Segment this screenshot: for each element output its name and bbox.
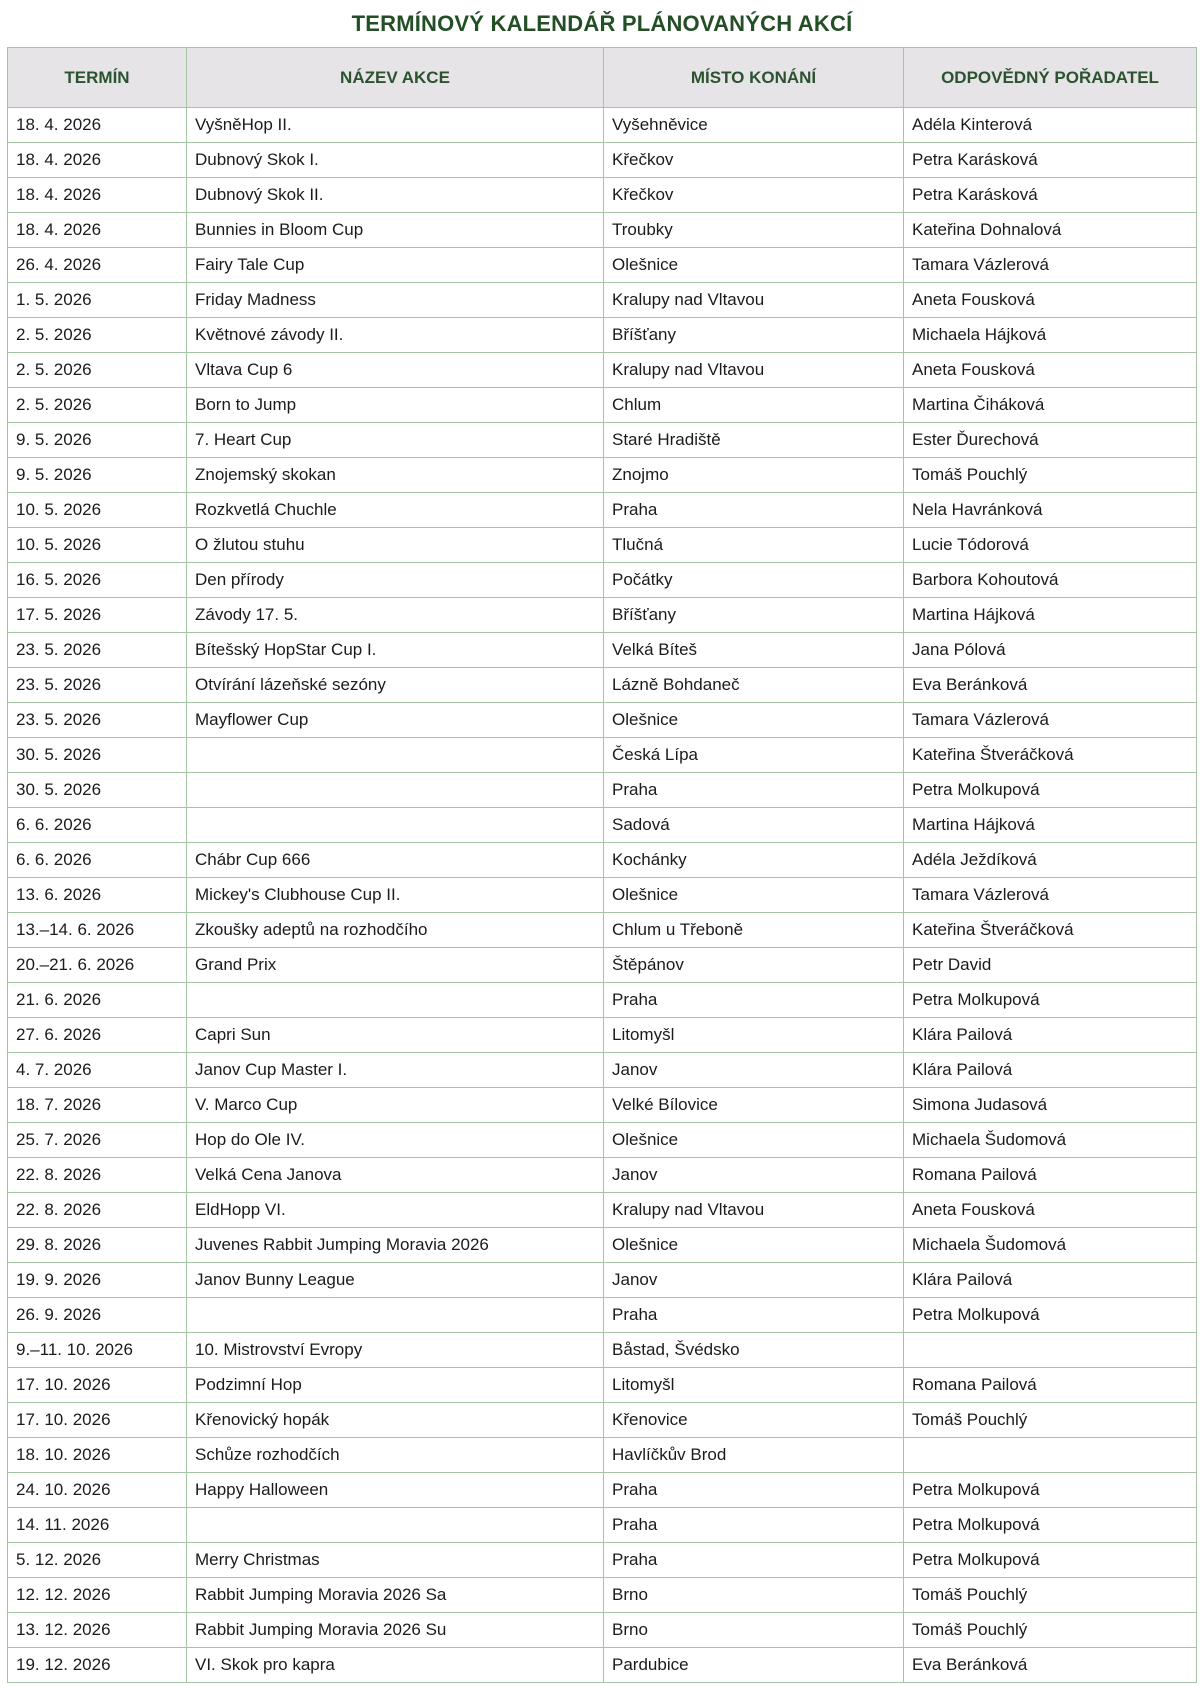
cell-misto: Olešnice: [604, 1123, 904, 1158]
table-row: [8, 983, 1197, 1018]
cell-misto: Praha: [604, 493, 904, 528]
cell-poradatel: Adéla Ježdíková: [904, 843, 1197, 878]
cell-misto: Křečkov: [604, 178, 904, 213]
column-header-nazev-akce: NÁZEV AKCE: [187, 48, 604, 108]
cell-nazev: [187, 1298, 604, 1333]
cell-termin: 6. 6. 2026: [8, 843, 187, 878]
cell-termin: 30. 5. 2026: [8, 738, 187, 773]
cell-misto: Chlum: [604, 388, 904, 423]
cell-misto: Vyšehněvice: [604, 108, 904, 143]
cell-termin: 29. 8. 2026: [8, 1228, 187, 1263]
cell-termin: 19. 9. 2026: [8, 1263, 187, 1298]
cell-poradatel: Petra Molkupová: [904, 1298, 1197, 1333]
cell-nazev: 7. Heart Cup: [187, 423, 604, 458]
events-calendar-table: [7, 47, 1197, 1683]
cell-misto: Olešnice: [604, 248, 904, 283]
table-row: [8, 1228, 1197, 1263]
table-row: [8, 1368, 1197, 1403]
cell-termin: 18. 4. 2026: [8, 143, 187, 178]
cell-poradatel: Kateřina Štveráčková: [904, 738, 1197, 773]
cell-nazev: Bítešský HopStar Cup I.: [187, 633, 604, 668]
cell-nazev: [187, 808, 604, 843]
table-row: [8, 283, 1197, 318]
cell-nazev: Janov Bunny League: [187, 1263, 604, 1298]
cell-termin: 2. 5. 2026: [8, 388, 187, 423]
cell-nazev: Závody 17. 5.: [187, 598, 604, 633]
cell-termin: 23. 5. 2026: [8, 633, 187, 668]
cell-misto: Kochánky: [604, 843, 904, 878]
cell-nazev: [187, 983, 604, 1018]
cell-nazev: O žlutou stuhu: [187, 528, 604, 563]
cell-poradatel: Nela Havránková: [904, 493, 1197, 528]
table-row: [8, 1333, 1197, 1368]
cell-termin: 22. 8. 2026: [8, 1193, 187, 1228]
cell-misto: Křečkov: [604, 143, 904, 178]
cell-termin: 18. 4. 2026: [8, 178, 187, 213]
cell-poradatel: Kateřina Dohnalová: [904, 213, 1197, 248]
cell-nazev: Křenovický hopák: [187, 1403, 604, 1438]
cell-nazev: Janov Cup Master I.: [187, 1053, 604, 1088]
cell-misto: Štěpánov: [604, 948, 904, 983]
table-row: [8, 388, 1197, 423]
cell-termin: 26. 9. 2026: [8, 1298, 187, 1333]
column-header-termin: TERMÍN: [8, 48, 187, 108]
table-row: [8, 1473, 1197, 1508]
cell-misto: Sadová: [604, 808, 904, 843]
cell-nazev: Fairy Tale Cup: [187, 248, 604, 283]
cell-termin: 13. 12. 2026: [8, 1613, 187, 1648]
cell-termin: 20.–21. 6. 2026: [8, 948, 187, 983]
cell-termin: 17. 10. 2026: [8, 1368, 187, 1403]
table-row: [8, 913, 1197, 948]
table-row: [8, 1648, 1197, 1683]
table-row: [8, 1263, 1197, 1298]
cell-nazev: Otvírání lázeňské sezóny: [187, 668, 604, 703]
cell-poradatel: Simona Judasová: [904, 1088, 1197, 1123]
cell-nazev: Dubnový Skok II.: [187, 178, 604, 213]
cell-misto: Pardubice: [604, 1648, 904, 1683]
cell-nazev: Chábr Cup 666: [187, 843, 604, 878]
cell-poradatel: Romana Pailová: [904, 1158, 1197, 1193]
cell-poradatel: [904, 1438, 1197, 1473]
cell-poradatel: Klára Pailová: [904, 1018, 1197, 1053]
cell-nazev: Znojemský skokan: [187, 458, 604, 493]
table-row: [8, 318, 1197, 353]
cell-poradatel: Tomáš Pouchlý: [904, 458, 1197, 493]
table-row: [8, 1578, 1197, 1613]
cell-poradatel: Tamara Vázlerová: [904, 878, 1197, 913]
cell-nazev: Dubnový Skok I.: [187, 143, 604, 178]
cell-misto: Havlíčkův Brod: [604, 1438, 904, 1473]
cell-misto: Olešnice: [604, 878, 904, 913]
cell-misto: Praha: [604, 1473, 904, 1508]
cell-misto: Båstad, Švédsko: [604, 1333, 904, 1368]
table-row: [8, 528, 1197, 563]
cell-misto: Chlum u Třeboně: [604, 913, 904, 948]
cell-misto: Bříšťany: [604, 318, 904, 353]
table-row: [8, 493, 1197, 528]
cell-poradatel: Petra Karásková: [904, 143, 1197, 178]
cell-nazev: Den přírody: [187, 563, 604, 598]
cell-nazev: [187, 1508, 604, 1543]
cell-poradatel: Aneta Fousková: [904, 353, 1197, 388]
cell-misto: Křenovice: [604, 1403, 904, 1438]
cell-misto: Znojmo: [604, 458, 904, 493]
cell-poradatel: Petra Molkupová: [904, 773, 1197, 808]
cell-nazev: Friday Madness: [187, 283, 604, 318]
cell-nazev: Capri Sun: [187, 1018, 604, 1053]
cell-misto: Staré Hradiště: [604, 423, 904, 458]
cell-misto: Janov: [604, 1053, 904, 1088]
cell-termin: 1. 5. 2026: [8, 283, 187, 318]
cell-poradatel: Aneta Fousková: [904, 1193, 1197, 1228]
cell-poradatel: Tomáš Pouchlý: [904, 1403, 1197, 1438]
table-row: [8, 1053, 1197, 1088]
table-row: [8, 143, 1197, 178]
cell-misto: Brno: [604, 1613, 904, 1648]
cell-termin: 18. 7. 2026: [8, 1088, 187, 1123]
table-row: [8, 843, 1197, 878]
cell-poradatel: Tamara Vázlerová: [904, 248, 1197, 283]
cell-termin: 6. 6. 2026: [8, 808, 187, 843]
cell-poradatel: Tamara Vázlerová: [904, 703, 1197, 738]
cell-nazev: Mickey's Clubhouse Cup II.: [187, 878, 604, 913]
column-header-misto-konani: MÍSTO KONÁNÍ: [604, 48, 904, 108]
cell-nazev: Mayflower Cup: [187, 703, 604, 738]
cell-misto: Praha: [604, 1298, 904, 1333]
table-row: [8, 633, 1197, 668]
table-row: [8, 1403, 1197, 1438]
table-row: [8, 1018, 1197, 1053]
table-row: [8, 563, 1197, 598]
table-row: [8, 773, 1197, 808]
cell-misto: Janov: [604, 1263, 904, 1298]
cell-poradatel: Petra Molkupová: [904, 983, 1197, 1018]
cell-poradatel: Eva Beránková: [904, 668, 1197, 703]
table-row: [8, 1158, 1197, 1193]
cell-nazev: V. Marco Cup: [187, 1088, 604, 1123]
cell-termin: 26. 4. 2026: [8, 248, 187, 283]
cell-nazev: VI. Skok pro kapra: [187, 1648, 604, 1683]
cell-misto: Brno: [604, 1578, 904, 1613]
cell-poradatel: Petra Molkupová: [904, 1473, 1197, 1508]
cell-termin: 2. 5. 2026: [8, 318, 187, 353]
cell-termin: 22. 8. 2026: [8, 1158, 187, 1193]
cell-misto: Kralupy nad Vltavou: [604, 353, 904, 388]
cell-misto: Praha: [604, 773, 904, 808]
table-row: [8, 948, 1197, 983]
cell-misto: Litomyšl: [604, 1368, 904, 1403]
cell-poradatel: Martina Hájková: [904, 598, 1197, 633]
cell-termin: 17. 5. 2026: [8, 598, 187, 633]
table-row: [8, 423, 1197, 458]
cell-termin: 19. 12. 2026: [8, 1648, 187, 1683]
cell-termin: 24. 10. 2026: [8, 1473, 187, 1508]
cell-poradatel: Tomáš Pouchlý: [904, 1578, 1197, 1613]
cell-nazev: Grand Prix: [187, 948, 604, 983]
cell-termin: 2. 5. 2026: [8, 353, 187, 388]
cell-nazev: Květnové závody II.: [187, 318, 604, 353]
cell-misto: Velká Bíteš: [604, 633, 904, 668]
cell-termin: 23. 5. 2026: [8, 703, 187, 738]
cell-termin: 30. 5. 2026: [8, 773, 187, 808]
cell-termin: 23. 5. 2026: [8, 668, 187, 703]
header-row: [8, 48, 1197, 108]
cell-misto: Velké Bílovice: [604, 1088, 904, 1123]
cell-poradatel: Petr David: [904, 948, 1197, 983]
cell-misto: Kralupy nad Vltavou: [604, 283, 904, 318]
table-row: [8, 178, 1197, 213]
cell-poradatel: Romana Pailová: [904, 1368, 1197, 1403]
cell-nazev: Schůze rozhodčích: [187, 1438, 604, 1473]
cell-poradatel: Petra Molkupová: [904, 1543, 1197, 1578]
cell-misto: Litomyšl: [604, 1018, 904, 1053]
cell-poradatel: Petra Karásková: [904, 178, 1197, 213]
cell-misto: Olešnice: [604, 703, 904, 738]
cell-misto: Bříšťany: [604, 598, 904, 633]
cell-nazev: Rozkvetlá Chuchle: [187, 493, 604, 528]
cell-nazev: Podzimní Hop: [187, 1368, 604, 1403]
table-row: [8, 703, 1197, 738]
cell-poradatel: Michaela Šudomová: [904, 1123, 1197, 1158]
cell-termin: 21. 6. 2026: [8, 983, 187, 1018]
table-row: [8, 353, 1197, 388]
cell-poradatel: Aneta Fousková: [904, 283, 1197, 318]
table-row: [8, 598, 1197, 633]
cell-termin: 14. 11. 2026: [8, 1508, 187, 1543]
cell-termin: 9. 5. 2026: [8, 423, 187, 458]
cell-misto: Česká Lípa: [604, 738, 904, 773]
cell-nazev: Zkoušky adeptů na rozhodčího: [187, 913, 604, 948]
cell-nazev: Rabbit Jumping Moravia 2026 Sa: [187, 1578, 604, 1613]
cell-misto: Troubky: [604, 213, 904, 248]
cell-termin: 18. 4. 2026: [8, 108, 187, 143]
cell-misto: Praha: [604, 1508, 904, 1543]
cell-termin: 9. 5. 2026: [8, 458, 187, 493]
cell-poradatel: Klára Pailová: [904, 1263, 1197, 1298]
table-row: [8, 458, 1197, 493]
cell-nazev: [187, 738, 604, 773]
cell-misto: Praha: [604, 983, 904, 1018]
cell-nazev: EldHopp VI.: [187, 1193, 604, 1228]
table-row: [8, 1088, 1197, 1123]
cell-termin: 12. 12. 2026: [8, 1578, 187, 1613]
cell-poradatel: Lucie Tódorová: [904, 528, 1197, 563]
column-header-odpovedny-poradatel: ODPOVĚDNÝ POŘADATEL: [904, 48, 1197, 108]
cell-termin: 18. 4. 2026: [8, 213, 187, 248]
cell-termin: 17. 10. 2026: [8, 1403, 187, 1438]
table-row: [8, 248, 1197, 283]
cell-nazev: 10. Mistrovství Evropy: [187, 1333, 604, 1368]
cell-misto: Olešnice: [604, 1228, 904, 1263]
cell-nazev: Vltava Cup 6: [187, 353, 604, 388]
cell-misto: Janov: [604, 1158, 904, 1193]
cell-misto: Lázně Bohdaneč: [604, 668, 904, 703]
cell-nazev: Velká Cena Janova: [187, 1158, 604, 1193]
cell-misto: Praha: [604, 1543, 904, 1578]
cell-poradatel: Martina Čiháková: [904, 388, 1197, 423]
table-row: [8, 1438, 1197, 1473]
cell-poradatel: Eva Beránková: [904, 1648, 1197, 1683]
cell-termin: 13.–14. 6. 2026: [8, 913, 187, 948]
cell-poradatel: Michaela Hájková: [904, 318, 1197, 353]
table-row: [8, 808, 1197, 843]
cell-misto: Počátky: [604, 563, 904, 598]
cell-nazev: Happy Halloween: [187, 1473, 604, 1508]
cell-poradatel: Klára Pailová: [904, 1053, 1197, 1088]
cell-nazev: [187, 773, 604, 808]
cell-poradatel: [904, 1333, 1197, 1368]
cell-nazev: Bunnies in Bloom Cup: [187, 213, 604, 248]
cell-misto: Kralupy nad Vltavou: [604, 1193, 904, 1228]
cell-termin: 13. 6. 2026: [8, 878, 187, 913]
table-row: [8, 1543, 1197, 1578]
cell-termin: 9.–11. 10. 2026: [8, 1333, 187, 1368]
table-row: [8, 668, 1197, 703]
table-row: [8, 1613, 1197, 1648]
cell-nazev: VyšněHop II.: [187, 108, 604, 143]
cell-termin: 10. 5. 2026: [8, 493, 187, 528]
table-row: [8, 738, 1197, 773]
cell-nazev: Born to Jump: [187, 388, 604, 423]
table-row: [8, 1193, 1197, 1228]
cell-poradatel: Ester Ďurechová: [904, 423, 1197, 458]
table-row: [8, 1298, 1197, 1333]
cell-poradatel: Petra Molkupová: [904, 1508, 1197, 1543]
cell-termin: 5. 12. 2026: [8, 1543, 187, 1578]
table-row: [8, 1123, 1197, 1158]
cell-nazev: Hop do Ole IV.: [187, 1123, 604, 1158]
cell-termin: 4. 7. 2026: [8, 1053, 187, 1088]
cell-nazev: Juvenes Rabbit Jumping Moravia 2026: [187, 1228, 604, 1263]
cell-misto: Tlučná: [604, 528, 904, 563]
cell-poradatel: Adéla Kinterová: [904, 108, 1197, 143]
cell-termin: 25. 7. 2026: [8, 1123, 187, 1158]
cell-poradatel: Martina Hájková: [904, 808, 1197, 843]
cell-poradatel: Jana Pólová: [904, 633, 1197, 668]
cell-termin: 27. 6. 2026: [8, 1018, 187, 1053]
cell-termin: 16. 5. 2026: [8, 563, 187, 598]
cell-poradatel: Michaela Šudomová: [904, 1228, 1197, 1263]
cell-nazev: Rabbit Jumping Moravia 2026 Su: [187, 1613, 604, 1648]
cell-nazev: Merry Christmas: [187, 1543, 604, 1578]
cell-poradatel: Kateřina Štveráčková: [904, 913, 1197, 948]
table-row: [8, 108, 1197, 143]
cell-termin: 10. 5. 2026: [8, 528, 187, 563]
cell-poradatel: Tomáš Pouchlý: [904, 1613, 1197, 1648]
cell-termin: 18. 10. 2026: [8, 1438, 187, 1473]
page-title: TERMÍNOVÝ KALENDÁŘ PLÁNOVANÝCH AKCÍ: [351, 11, 853, 36]
table-row: [8, 1508, 1197, 1543]
events-table-body: [8, 108, 1197, 1683]
cell-poradatel: Barbora Kohoutová: [904, 563, 1197, 598]
table-row: [8, 878, 1197, 913]
table-row: [8, 213, 1197, 248]
